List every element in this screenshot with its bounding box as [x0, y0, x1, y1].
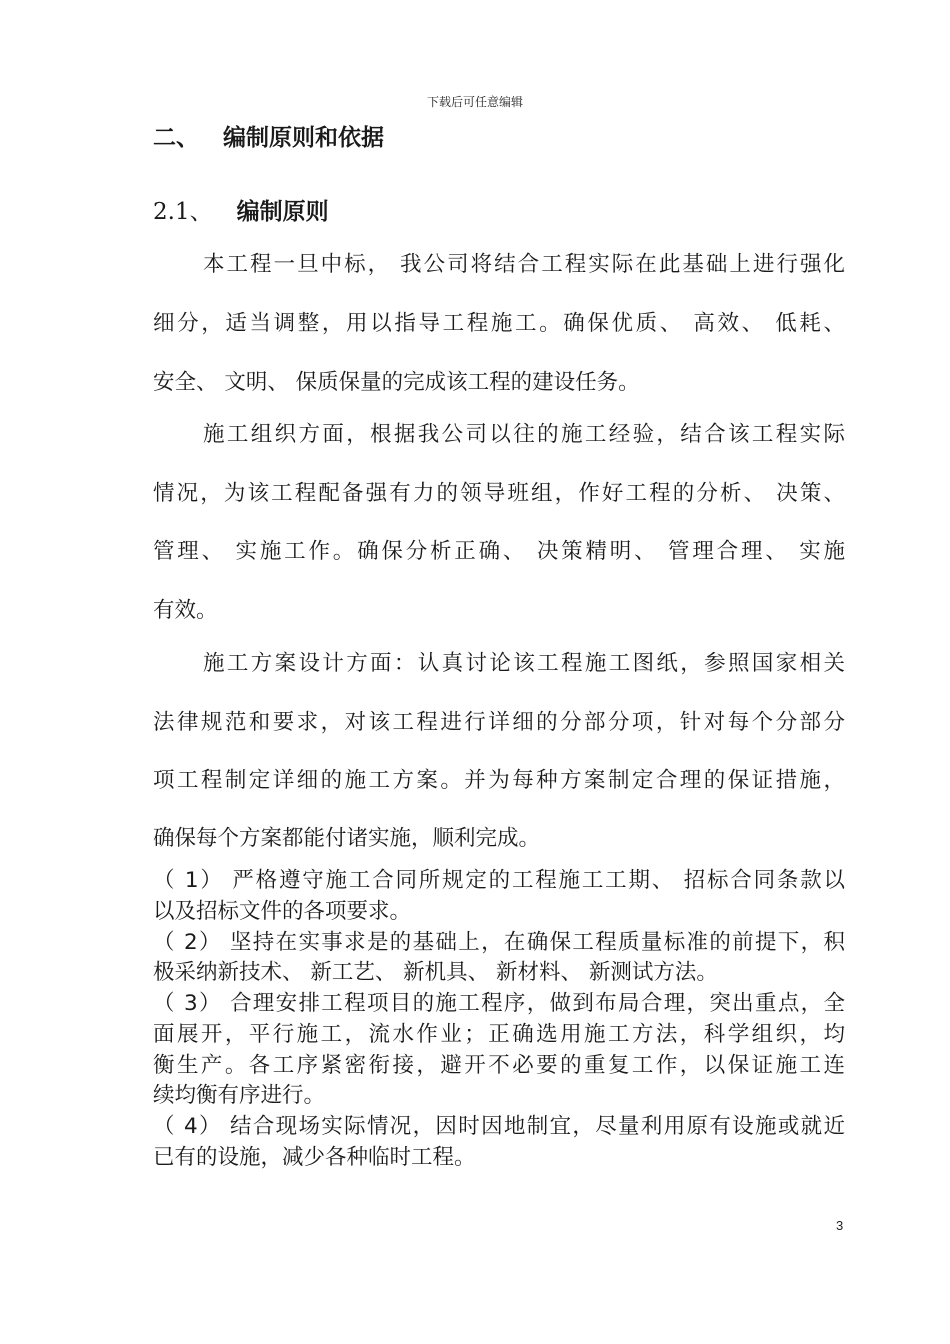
list-item-3-line-2: 面展开，平行施工，流水作业；正确选用施工方法，科学组织，均 — [153, 1022, 845, 1047]
paragraph-3-line-4: 确保每个方案都能付诸实施，顺利完成。 — [153, 826, 541, 851]
paragraph-1-line-3: 安全、 文明、 保质保量的完成该工程的建设任务。 — [153, 370, 640, 395]
subsection-title: 编制原则 — [236, 199, 329, 225]
list-item-3-line-4: 续均衡有序进行。 — [153, 1083, 326, 1108]
list-item-4-line-2: 已有的设施，减少各种临时工程。 — [153, 1145, 476, 1170]
list-item-4-line-1: （ 4） 结合现场实际情况，因时因地制宜，尽量利用原有设施或就近 — [153, 1114, 845, 1139]
list-item-1-line-1: （ 1） 严格遵守施工合同所规定的工程施工工期、 招标合同条款以 — [153, 868, 845, 893]
subsection-number: 2.1、 — [153, 199, 213, 225]
page-header-note: 下载后可任意编辑 — [426, 95, 523, 109]
subsection-heading — [153, 196, 329, 228]
paragraph-3-line-1: 施工方案设计方面：认真讨论该工程施工图纸，参照国家相关 — [203, 651, 845, 676]
paragraph-1-line-2: 细分，适当调整，用以指导工程施工。确保优质、 高效、 低耗、 — [153, 311, 845, 336]
list-item-3-line-1: （ 3） 合理安排工程项目的施工程序，做到布局合理，突出重点，全 — [153, 991, 845, 1016]
list-item-2-line-1: （ 2） 坚持在实事求是的基础上，在确保工程质量标准的前提下，积 — [153, 930, 845, 955]
list-item-1-line-2: 以及招标文件的各项要求。 — [153, 899, 412, 924]
paragraph-2-line-3: 管理、 实施工作。确保分析正确、 决策精明、 管理合理、 实施 — [153, 539, 845, 564]
list-item-2-line-2: 极采纳新技术、 新工艺、 新机具、 新材料、 新测试方法。 — [153, 960, 718, 985]
section-title: 编制原则和依据 — [223, 125, 384, 151]
paragraph-2-line-4: 有效。 — [153, 598, 218, 623]
paragraph-2-line-1: 施工组织方面，根据我公司以往的施工经验，结合该工程实际 — [203, 422, 845, 447]
paragraph-3-line-2: 法律规范和要求，对该工程进行详细的分部分项，针对每个分部分 — [153, 710, 845, 735]
list-item-3-line-3: 衡生产。各工序紧密衔接，避开不必要的重复工作，以保证施工连 — [153, 1053, 845, 1078]
page-number: 3 — [836, 1218, 844, 1233]
paragraph-2-line-2: 情况，为该工程配备强有力的领导班组，作好工程的分析、 决策、 — [153, 481, 845, 506]
section-heading — [153, 122, 384, 154]
paragraph-3-line-3: 项工程制定详细的施工方案。并为每种方案制定合理的保证措施， — [153, 768, 845, 793]
paragraph-1-line-1: 本工程一旦中标， 我公司将结合工程实际在此基础上进行强化 — [203, 252, 845, 277]
section-number: 二、 — [153, 125, 199, 151]
